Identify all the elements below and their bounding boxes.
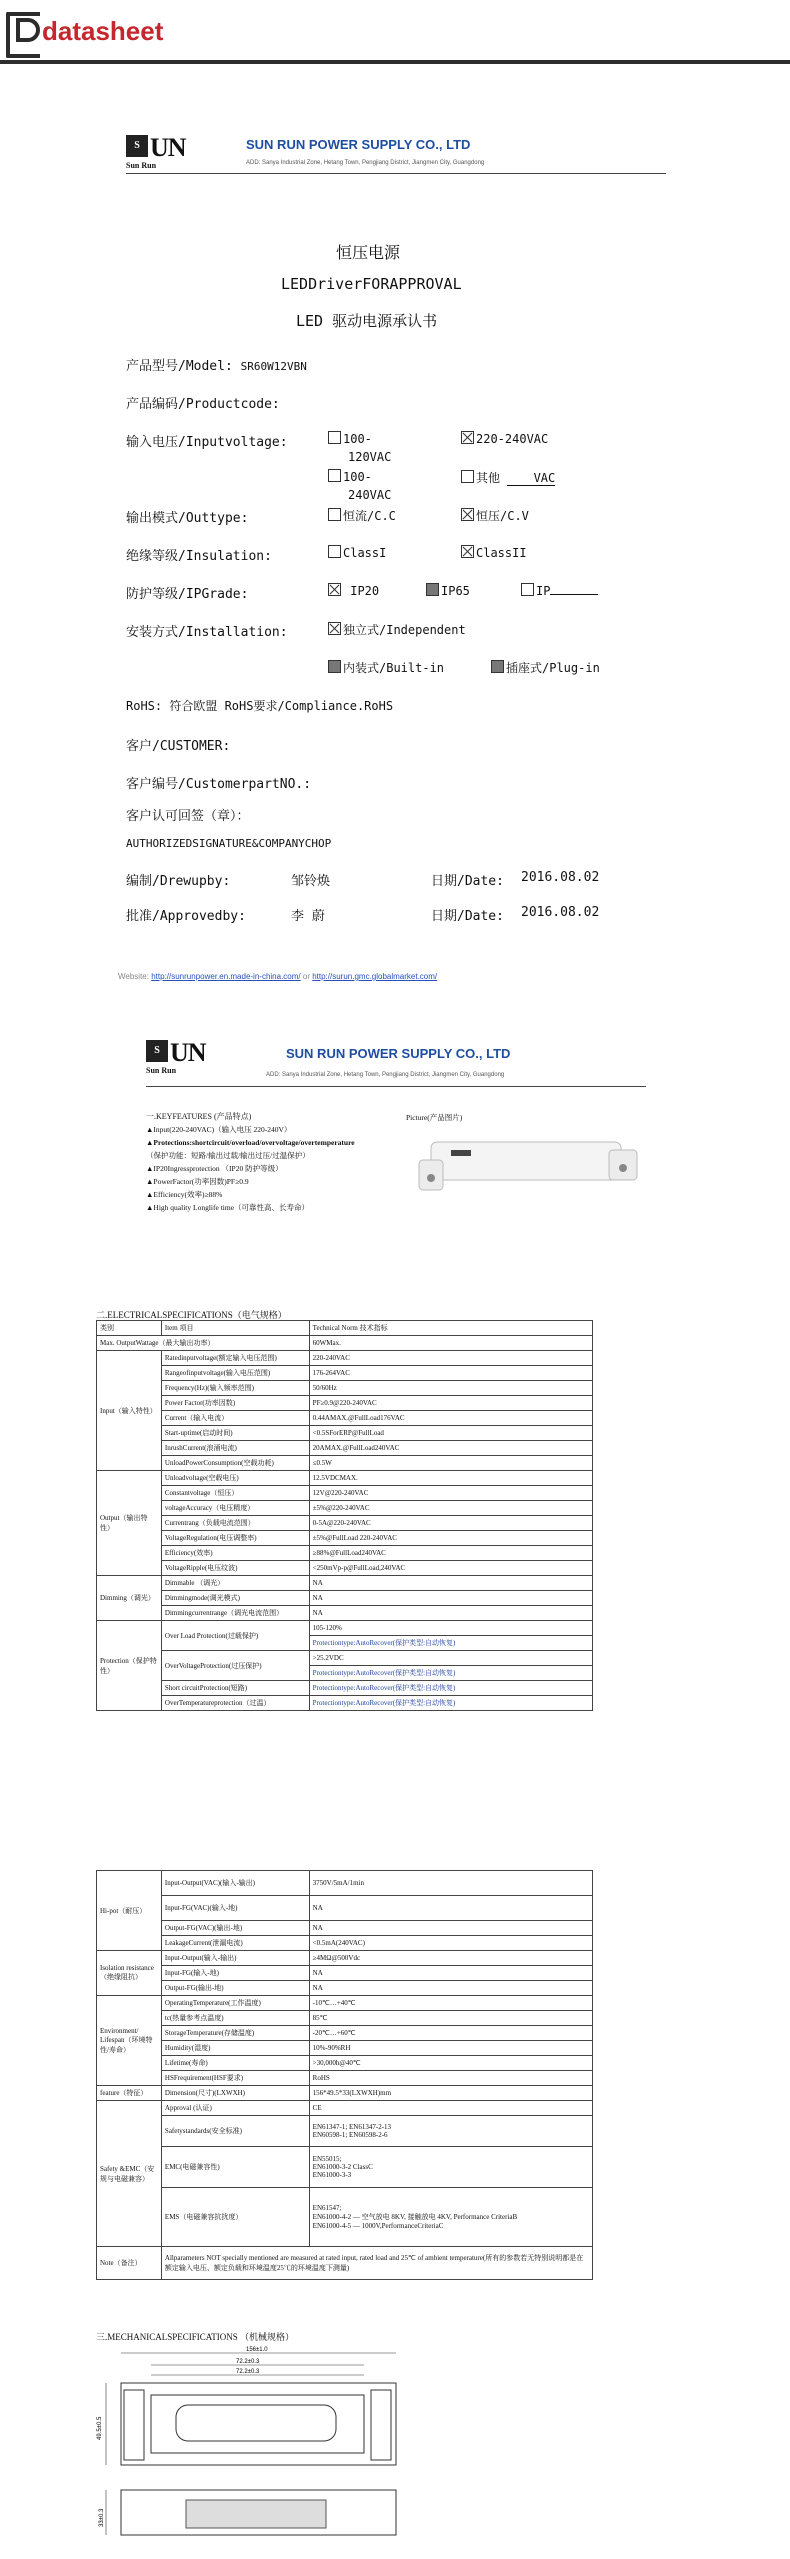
- table-row: voltageAccuracy（电压精度） ±5%@220-240VAC: [97, 1501, 593, 1516]
- table-row: Max. OutputWattage（最大输出功率） 60WMax.: [97, 1336, 593, 1351]
- cover-title-en: LEDDriverFORAPPROVAL: [281, 275, 462, 293]
- table-row: Dimming（调光） Dimmable （调光） NA: [97, 1576, 593, 1591]
- installation-label: 安装方式/Installation:: [126, 625, 288, 640]
- table-row: Hi-pot（耐压） Input-Output(VAC)(输入-输出) 3750V/5mA/1min: [97, 1871, 593, 1896]
- table-row: InrushCurrent(浪涌电流) 20AMAX.@FullLoad240VAC: [97, 1441, 593, 1456]
- table-row: Current（输入电流） 0.44AMAX.@FullLoad176VAC: [97, 1411, 593, 1426]
- table-row: Currentrang（负载电流范围） 0-5A@220-240VAC: [97, 1516, 593, 1531]
- checkbox-ip65[interactable]: [426, 583, 439, 596]
- checkbox-cc[interactable]: [328, 508, 341, 521]
- date1-label: 日期/Date:: [431, 874, 504, 889]
- checkbox-220-240-checked[interactable]: [461, 431, 474, 444]
- table-row: Safety &EMC（安规与电磁兼容） Approval (认证) CE: [97, 2101, 593, 2116]
- table-row: Power Factor(功率因数) PF≥0.9@220-240VAC: [97, 1396, 593, 1411]
- model-label: 产品型号/Model:: [126, 359, 233, 374]
- mechanical-title: 三.MECHANICALSPECIFICATIONS （机械规格）: [96, 2332, 295, 2342]
- table-row: UnloadPowerConsumption(空载功耗) ≤0.5W: [97, 1456, 593, 1471]
- datasheet-header: [0, 0, 790, 70]
- company-name-2: SUN RUN POWER SUPPLY CO., LTD: [286, 1046, 511, 1061]
- table-row: LeakageCurrent(泄漏电流) <0.5mA(240VAC): [97, 1936, 593, 1951]
- cover-title-sub: LED 驱动电源承认书: [296, 312, 438, 330]
- dim-length: 156±1.0: [246, 2347, 268, 2353]
- company-logo-2: S UN Sun Run: [146, 1038, 206, 1075]
- table-row: 类别 Item 项目 Technical Norm 技术指标: [97, 1321, 593, 1336]
- header-divider: [0, 60, 790, 64]
- table-row: Dimmingmode(调光模式) NA: [97, 1591, 593, 1606]
- dim-hole-1: 72.2±0.3: [236, 2359, 260, 2365]
- table-row: Protectiontype:AutoRecover(保护类型:自动恢复): [97, 1636, 593, 1651]
- company-name: SUN RUN POWER SUPPLY CO., LTD: [246, 137, 471, 152]
- checkbox-100-240[interactable]: [328, 469, 341, 482]
- checkbox-100-120[interactable]: [328, 431, 341, 444]
- table-row: Input-FG(VAC)(输入-地) NA: [97, 1896, 593, 1921]
- website-line: Website: http://sunrunpower.en.made-in-china.com/ or http://surun.gmc.globalmarket.com/: [118, 972, 438, 981]
- table-row: EMS（电磁兼容抗扰度） EN61547; EN61000-4-2 — 空气放电 8KV, 接触放电 4KV, Performance CriteriaB EN61000-4-5 — 1000V,PerformanceCriteriaC: [97, 2188, 593, 2247]
- approved-value: 李 蔚: [291, 909, 325, 924]
- table-row: EMC(电磁兼容性) EN55015; EN61000-3-2 ClassC EN61000-3-3: [97, 2147, 593, 2188]
- drew-value: 邹铃焕: [291, 874, 331, 889]
- checkbox-ip-other[interactable]: [521, 583, 534, 596]
- table-row: HSFrequirement(HSF要求) RoHS: [97, 2071, 593, 2086]
- spec-page-2: [96, 1800, 690, 2559]
- website-link-2[interactable]: http://surun.gmc.globalmarket.com/: [312, 972, 438, 981]
- website-link-1[interactable]: http://sunrunpower.en.made-in-china.com/: [151, 972, 301, 981]
- datasheet-brand[interactable]: datasheet: [42, 16, 164, 46]
- dim-hole-2: 72.2±0.3: [236, 2369, 260, 2375]
- model-value: SR60W12VBN: [240, 360, 307, 373]
- table-row: Efficiency(效率) ≥88%@FullLoad240VAC: [97, 1546, 593, 1561]
- table-row: Short circuitProtection(短路) Protectiontype:AutoRecover(保护类型:自动恢复): [97, 1681, 593, 1696]
- approved-label: 批准/Approvedby:: [126, 909, 246, 924]
- rohs-line: RoHS: 符合欧盟 RoHS要求/Compliance.RoHS: [126, 699, 394, 713]
- checkbox-class1[interactable]: [328, 545, 341, 558]
- table-row: Humidity(湿度) 10%-90%RH: [97, 2041, 593, 2056]
- customer-part-label: 客户编号/CustomerpartNO.:: [126, 777, 312, 792]
- table-row: Dimmingcurrentrange（调光电流范围） NA: [97, 1606, 593, 1621]
- checkbox-plug-in[interactable]: [491, 660, 504, 673]
- table-row: Environment/ Lifespan（环境特性/寿命） OperatingTemperature(工作温度) -10℃…+40℃: [97, 1996, 593, 2011]
- table-row: Frequency(Hz)(输入频率范围) 50/60Hz: [97, 1381, 593, 1396]
- table-row: tc(热量参考点温度) 85℃: [97, 2011, 593, 2026]
- checkbox-class2-checked[interactable]: [461, 545, 474, 558]
- key-features: 一.KEYFEATURES (产品特点) ▲Input(220-240VAC)（输入电压 220-240V） ▲Protections:shortcircuit/overload/overvoltage/overtemperature （保护功能：短路/输出过载/输出过压/过温保护） ▲IP20Ingressprotection （IP20 防护等级） ▲PowerFactor(功率因数)PF≥0.9 ▲Efficiency(效率)≥88% ▲High quality Longlife time（可靠性高、长寿命）: [146, 1112, 355, 1212]
- table-row: StorageTemperature(存储温度) -20℃…+60℃: [97, 2026, 593, 2041]
- spec-page-1: [96, 1020, 690, 1800]
- table-row: Input（输入特性） Ratedinputvoltage(额定输入电压范围) 220-240VAC: [97, 1351, 593, 1366]
- table-row: Isolation resistance（绝缘阻抗） Input-Output(输入-输出) ≥4MΩ@500Vdc: [97, 1951, 593, 1966]
- table-row: Note（备注） Allparameters NOT specially mentioned are measured at rated input, rated load and 25℃ of ambient temperature(所有的参数若无特别说明都是在额定输入电压、额定负载和环境温度25℃的环境温度下测量): [97, 2247, 593, 2280]
- date1-value: 2016.08.02: [521, 870, 600, 885]
- table-row: OverVoltageProtection(过压保护) >25.2VDC: [97, 1651, 593, 1666]
- product-photo: [411, 1130, 651, 1210]
- letterhead-rule-2: [146, 1086, 646, 1087]
- checkbox-independent-checked[interactable]: [328, 622, 341, 635]
- date2-label: 日期/Date:: [431, 909, 504, 924]
- table-row: Lifetime(寿命) >30,000h@40℃: [97, 2056, 593, 2071]
- table-row: Output（输出特性） Unloadvoltage(空载电压) 12.5VDCMAX.: [97, 1471, 593, 1486]
- ip-grade-label: 防护等级/IPGrade:: [126, 587, 249, 602]
- signature-label: AUTHORIZEDSIGNATURE&COMPANYCHOP: [126, 837, 332, 850]
- table-row: Input-FG(输入-地) NA: [97, 1966, 593, 1981]
- company-logo: S UN Sun Run: [126, 133, 186, 170]
- checkbox-cv-checked[interactable]: [461, 508, 474, 521]
- table-row: Safetystandards(安全标准) EN61347-1; EN61347-2-13 EN60598-1; EN60598-2-6: [97, 2116, 593, 2147]
- table-row: Protectiontype:AutoRecover(保护类型:自动恢复): [97, 1666, 593, 1681]
- checkbox-other[interactable]: [461, 470, 474, 483]
- dim-height: 33±0.3: [99, 2508, 105, 2527]
- cover-page: S UN Sun Run SUN RUN POWER SUPPLY CO., LTD ADD: Sanya Industrial Zone, Hetang Town, Pengjiang District, Jiangmen City, Guangdong 恒压电源 LEDDriverFORAPPROVAL LED 驱动电源承认书 产品型号/Model: SR60W12VBN 产品编码/Productcode: 输入电压/Inputvoltage: 100- 120VAC 220-240VAC 100- 240VAC 其他 VAC 输出模式/Outtype: 恒流/C.C 恒压/C.V 绝缘等级/Insulation: ClassI ClassII 防护等级/IPGrade: IP20 IP65 IP 安装方式/Installation: 独立式/Independent 内装式/Built-in 插座式/Plug-in RoHS: 符合欧盟 RoHS要求/Compliance.RoHS 客户/CUSTOMER: 客户编号/CustomerpartNO.: 客户认可回签（章）： AUTHORIZEDSIGNATURE&COMPANYCHOP 编制/Drewupby: 邹铃焕 日期/Date: 2016.08.02 批准/Approvedby: 李 蔚 日期/Date: 2016.08.02: [96, 105, 690, 1020]
- table-row: Rangeofinputvoltage(输入电压范围) 176-264VAC: [97, 1366, 593, 1381]
- checkbox-built-in[interactable]: [328, 660, 341, 673]
- dim-width: 49.5±0.5: [97, 2416, 103, 2440]
- electrical-spec-table: [96, 1320, 593, 1711]
- letterhead-rule: [126, 173, 666, 174]
- electrical-title: 二.ELECTRICALSPECIFICATIONS（电气规格）: [96, 1310, 287, 1320]
- checkbox-ip20-checked[interactable]: [328, 583, 341, 596]
- table-row: feature（特征） Dimension(尺寸)(LXWXH) 156*49.5*33(LXWXH)mm: [97, 2086, 593, 2101]
- drew-label: 编制/Drewupby:: [126, 874, 231, 889]
- cover-title-cn: 恒压电源: [336, 243, 401, 262]
- approval-label: 客户认可回签（章）：: [126, 809, 250, 824]
- table-row: VoltageRegulation(电压调整率) ±5%@FullLoad 220-240VAC: [97, 1531, 593, 1546]
- date2-value: 2016.08.02: [521, 905, 600, 920]
- insulation-label: 绝缘等级/Insulation:: [126, 549, 272, 564]
- mechanical-drawing: [96, 2345, 416, 2555]
- company-address: ADD: Sanya Industrial Zone, Hetang Town, Pengjiang District, Jiangmen City, Guangdong: [246, 160, 485, 166]
- table-row: Constantvoltage（恒压） 12V@220-240VAC: [97, 1486, 593, 1501]
- table-row: Start-uptime(启动时间) <0.5SForERP@FullLoad: [97, 1426, 593, 1441]
- input-voltage-label: 输入电压/Inputvoltage:: [126, 435, 288, 450]
- table-row: Protection（保护特性） Over Load Protection(过载保护) 105-120%: [97, 1621, 593, 1636]
- product-code-label: 产品编码/Productcode:: [126, 397, 280, 412]
- general-spec-table: [96, 1870, 593, 2280]
- table-row: Output-FG(输出-地) NA: [97, 1981, 593, 1996]
- picture-label: Picture(产品图片): [406, 1113, 463, 1122]
- table-row: VoltageRipple(电压纹波) <250mVp-p@FullLoad,240VAC: [97, 1561, 593, 1576]
- table-row: Output-FG(VAC)(输出-地) NA: [97, 1921, 593, 1936]
- company-address-2: ADD: Sanya Industrial Zone, Hetang Town, Pengjiang District, Jiangmen City, Guangdong: [266, 1072, 505, 1078]
- table-row: OverTemperatureprotection（过温） Protectiontype:AutoRecover(保护类型:自动恢复): [97, 1696, 593, 1711]
- datasheet-logo-icon: [6, 12, 40, 58]
- customer-label: 客户/CUSTOMER:: [126, 739, 231, 754]
- out-type-label: 输出模式/Outtype:: [126, 511, 249, 526]
